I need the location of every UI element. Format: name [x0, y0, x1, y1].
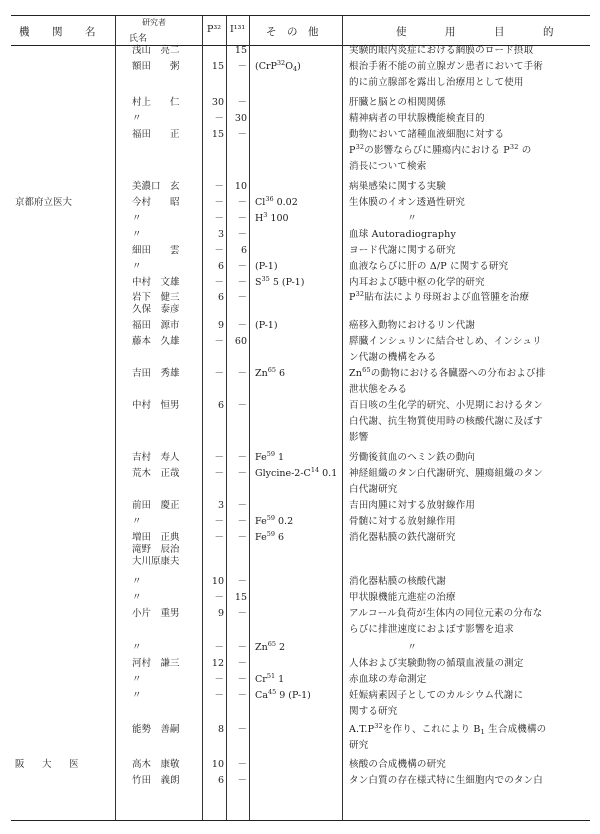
purpose-text: 影響: [349, 432, 369, 443]
p32-amount: －: [214, 452, 224, 463]
p32-amount: 12: [211, 658, 224, 669]
purpose-text: アルコール負荷が生体内の同位元素の分布な: [349, 608, 543, 619]
i131-amount: 30: [234, 113, 247, 124]
i131-amount: －: [237, 368, 247, 379]
i131-amount: －: [237, 400, 247, 411]
header-purpose: 使 用 目 的: [396, 26, 568, 38]
p32-amount: 6: [217, 292, 224, 303]
researcher-name: 荒木 正哉: [132, 468, 180, 479]
i131-amount: －: [237, 500, 247, 511]
other-isotope: Cr$^{51}$ 1: [255, 672, 285, 685]
p32-amount: －: [214, 113, 224, 124]
purpose-text: 膵臓インシュリンに結合せしめ、インシュリ: [349, 336, 542, 347]
i131-amount: －: [237, 674, 247, 685]
other-isotope: $S^{35}$ 5 (P-1): [255, 275, 305, 288]
purpose-text: 研究: [349, 740, 369, 751]
other-isotope: Cl$^{36}$ 0.02: [255, 195, 298, 208]
header-p32: P³²: [207, 24, 222, 35]
column-divider: [342, 16, 343, 820]
i131-amount: －: [237, 724, 247, 735]
i131-amount: －: [237, 608, 247, 619]
header-researcher-top: 研究者: [142, 18, 166, 27]
isotope-usage-table: [11, 15, 590, 821]
researcher-name: 久保 泰彦: [132, 304, 180, 315]
purpose-text: 動物において諸種血液細胞に対する: [349, 129, 505, 140]
purpose-text: 人体および実験動物の循環血液量の測定: [349, 658, 524, 669]
purpose-text: 精神病者の甲状腺機能検査目的: [349, 113, 485, 124]
researcher-name: 中村 恒男: [132, 400, 180, 411]
p32-amount: 30: [211, 97, 224, 108]
researcher-name: 能勢 善嗣: [132, 724, 180, 735]
institution-name: 阪 大 医: [15, 759, 83, 770]
purpose-text: 病巣感染に関する実験: [349, 181, 447, 192]
p32-amount: 9: [217, 320, 224, 331]
p32-amount: 9: [217, 608, 224, 619]
other-isotope: (P-1): [255, 320, 278, 331]
p32-amount: 3: [217, 229, 224, 240]
institution-name: 京都府立医大: [15, 197, 73, 208]
i131-amount: －: [237, 576, 247, 587]
researcher-name: 滝野 辰治: [132, 544, 180, 555]
header-other: そ の 他: [266, 26, 319, 38]
i131-amount: －: [237, 129, 247, 140]
p32-amount: －: [214, 592, 224, 603]
p32-amount: 8: [217, 724, 224, 735]
other-isotope: Zn$^{65}$ 2: [255, 640, 286, 653]
other-isotope: $H^3$ 100: [255, 211, 289, 224]
p32-amount: －: [214, 642, 224, 653]
p32-amount: －: [214, 674, 224, 685]
researcher-name: 小片 重男: [132, 608, 180, 619]
p32-amount: 3: [217, 500, 224, 511]
other-isotope: Glycine-$2-C^{14}$ 0.1: [255, 466, 338, 479]
i131-amount: －: [237, 452, 247, 463]
researcher-name: 〃: [132, 642, 142, 653]
p32-amount: －: [214, 336, 224, 347]
purpose-text: ヨード代謝に関する研究: [349, 245, 456, 256]
purpose-text: 関する研究: [349, 706, 398, 717]
purpose-text: 実験的眼内炎症における網膜のロード摂取: [349, 45, 534, 56]
researcher-name: 河村 謙三: [132, 658, 180, 669]
purpose-text: らびに排泄速度におよぼす影響を追求: [349, 624, 514, 635]
p32-amount: 6: [217, 261, 224, 272]
i131-amount: －: [237, 516, 247, 527]
p32-amount: －: [214, 516, 224, 527]
purpose-text: 癌移入動物におけるリン代謝: [349, 320, 476, 331]
i131-amount: －: [237, 197, 247, 208]
purpose-text: 内耳および聴中枢の化学的研究: [349, 277, 485, 288]
column-divider: [249, 16, 250, 820]
other-isotope: $(CrP^{32}O_4)$: [255, 59, 301, 73]
researcher-name: 細田 雲: [132, 245, 180, 256]
i131-amount: －: [237, 759, 247, 770]
other-isotope: Zn$^{65}$ 6: [255, 366, 286, 379]
purpose-text: 神経組織のタン白代謝研究、腫瘍組織のタン: [349, 468, 544, 479]
researcher-name: 高木 康敬: [132, 759, 180, 770]
column-divider: [115, 16, 116, 820]
researcher-name: 吉田 秀雄: [132, 368, 180, 379]
p32-amount: －: [214, 690, 224, 701]
i131-amount: －: [237, 97, 247, 108]
researcher-name: 福田 正: [132, 129, 180, 140]
researcher-name: 福田 源市: [132, 320, 180, 331]
p32-amount: 6: [217, 775, 224, 786]
researcher-name: 岩下 健三: [132, 292, 180, 303]
researcher-name: 村上 仁: [132, 97, 180, 108]
purpose-text: $P^{32}$の影響ならびに腫瘍内における $P^{32}$ の: [349, 143, 532, 156]
researcher-name: 大川原康夫: [132, 556, 180, 567]
researcher-name: 〃: [132, 690, 142, 701]
p32-amount: －: [214, 213, 224, 224]
researcher-name: 吉村 寿人: [132, 452, 180, 463]
table-header: [11, 16, 590, 46]
researcher-name: 〃: [132, 113, 142, 124]
purpose-text: 肝臓と脳との相関関係: [349, 97, 447, 108]
purpose-text: 消化器粘膜の鉄代謝研究: [349, 532, 456, 543]
purpose-text: 労働後貧血のヘミン鉄の動向: [349, 452, 476, 463]
i131-amount: －: [237, 61, 247, 72]
p32-amount: －: [214, 245, 224, 256]
p32-amount: －: [214, 181, 224, 192]
researcher-name: 前田 慶正: [132, 500, 180, 511]
purpose-text: 消化器粘膜の核酸代謝: [349, 576, 447, 587]
i131-amount: －: [237, 261, 247, 272]
p32-amount: 15: [211, 129, 224, 140]
researcher-name: 〃: [132, 229, 142, 240]
researcher-name: 〃: [132, 592, 142, 603]
p32-amount: －: [214, 197, 224, 208]
i131-amount: －: [237, 690, 247, 701]
purpose-text: 白代謝、抗生物質使用時の核酸代謝に及ぼす: [349, 416, 544, 427]
purpose-text: 甲状腺機能亢進症の治療: [349, 592, 456, 603]
i131-amount: －: [237, 658, 247, 669]
other-isotope: Fe$^{59}$ 0.2: [255, 514, 294, 527]
i131-amount: 10: [234, 181, 247, 192]
purpose-text: 白代謝研究: [349, 484, 398, 495]
purpose-text: 血液ならびに肝の Δ/P に関する研究: [349, 261, 509, 272]
i131-amount: －: [237, 468, 247, 479]
purpose-text: 妊娠病素因子としてのカルシウム代謝に: [349, 690, 524, 701]
purpose-text: 〃: [349, 213, 417, 224]
researcher-name: 美濃口 玄: [132, 181, 180, 192]
purpose-text: 泄状態をみる: [349, 384, 408, 395]
i131-amount: 6: [240, 245, 247, 256]
i131-amount: 60: [234, 336, 247, 347]
i131-amount: －: [237, 642, 247, 653]
i131-amount: －: [237, 213, 247, 224]
researcher-name: 竹田 義朗: [132, 775, 180, 786]
purpose-text: 根治手術不能の前立腺ガン患者において手術: [349, 61, 544, 72]
header-researcher-name: 氏名: [129, 34, 148, 44]
header-i131: I¹³¹: [230, 24, 246, 35]
researcher-name: 浅山 亮二: [132, 45, 180, 56]
p32-amount: 10: [211, 576, 224, 587]
header-institution: 機 関 名: [19, 26, 102, 38]
researcher-name: 〃: [132, 576, 142, 587]
p32-amount: 10: [211, 759, 224, 770]
i131-amount: －: [237, 292, 247, 303]
purpose-text: タン白質の存在様式特に生細胞内でのタン白: [349, 775, 544, 786]
purpose-text: 骨髄に対する放射線作用: [349, 516, 456, 527]
purpose-text: 生体膜のイオン透過性研究: [349, 197, 466, 208]
purpose-text: $A.T.P^{32}$を作り、これにより $B_1$ 生合成機構の: [349, 722, 547, 736]
other-isotope: Fe$^{59}$ 6: [255, 530, 285, 543]
i131-amount: 15: [234, 592, 247, 603]
purpose-text: $P^{32}$貼布法により母斑および血管腫を治療: [349, 290, 530, 303]
purpose-text: 〃: [349, 642, 417, 653]
p32-amount: －: [214, 277, 224, 288]
purpose-text: 核酸の合成機構の研究: [349, 759, 447, 770]
purpose-text: 消長について検索: [349, 161, 427, 172]
researcher-name: 〃: [132, 261, 142, 272]
purpose-text: 百日咳の生化学的研究、小児期におけるタン: [349, 400, 544, 411]
p32-amount: －: [214, 368, 224, 379]
other-isotope: Fe$^{59}$ 1: [255, 450, 285, 463]
researcher-name: 中村 文雄: [132, 277, 180, 288]
other-isotope: Ca$^{45}$ 9 (P-1): [255, 688, 311, 701]
researcher-name: 増田 正典: [132, 532, 180, 543]
researcher-name: 〃: [132, 516, 142, 527]
purpose-text: 的に前立腺部を露出し治療用として使用: [349, 77, 524, 88]
researcher-name: 藤本 久雄: [132, 336, 180, 347]
purpose-text: ン代謝の機構をみる: [349, 352, 437, 363]
p32-amount: －: [214, 468, 224, 479]
p32-amount: －: [214, 532, 224, 543]
i131-amount: －: [237, 775, 247, 786]
purpose-text: 吉田肉腫に対する放射線作用: [349, 500, 476, 511]
purpose-text: 赤血球の寿命測定: [349, 674, 427, 685]
researcher-name: 〃: [132, 213, 142, 224]
purpose-text: 血球 Autoradiography: [349, 229, 457, 240]
researcher-name: 額田 粥: [132, 61, 180, 72]
i131-amount: －: [237, 229, 247, 240]
p32-amount: 15: [211, 61, 224, 72]
i131-amount: 15: [234, 45, 247, 56]
other-isotope: (P-1): [255, 261, 278, 272]
p32-amount: 6: [217, 400, 224, 411]
researcher-name: 今村 昭: [132, 197, 180, 208]
i131-amount: －: [237, 320, 247, 331]
researcher-name: 〃: [132, 674, 142, 685]
purpose-text: Zn$^{65}$の動物における各臓器への分布および排: [349, 366, 546, 379]
i131-amount: －: [237, 277, 247, 288]
i131-amount: －: [237, 532, 247, 543]
